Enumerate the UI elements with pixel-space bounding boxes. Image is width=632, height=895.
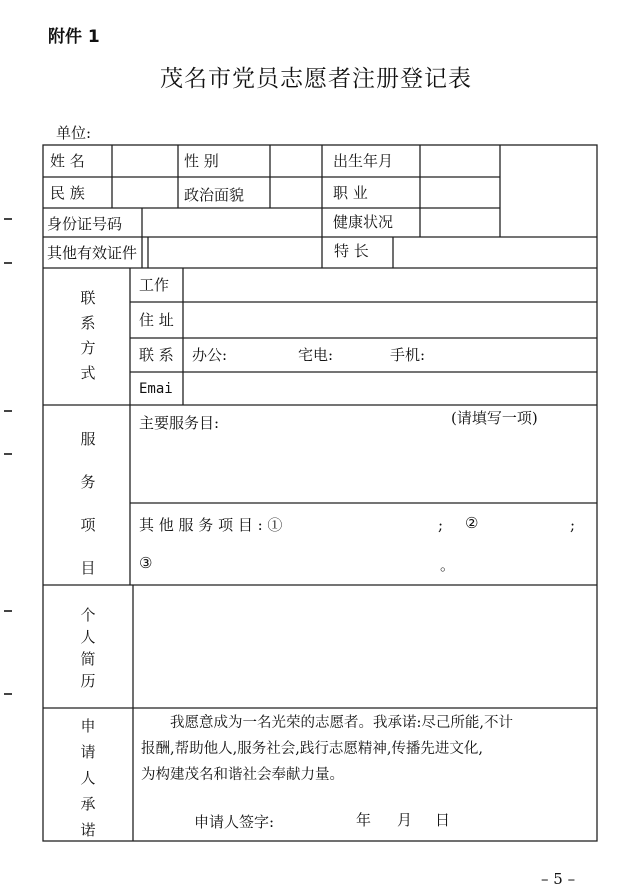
label-occupation: 职 业 [333, 184, 368, 202]
margin-mark [4, 410, 12, 412]
political-status-field[interactable] [271, 178, 321, 207]
label-name: 姓 名 [50, 152, 85, 170]
label-year: 年 [356, 811, 372, 829]
birth-date-field[interactable] [421, 146, 499, 176]
label-mobile: 手机: [390, 346, 426, 364]
closing-period: 。 [440, 556, 456, 574]
label-day: 日 [435, 811, 451, 829]
address-field[interactable] [184, 303, 596, 337]
marker-3: ③ [139, 554, 153, 572]
separator-2: ; [570, 516, 576, 534]
label-signature: 申请人签字: [194, 813, 275, 831]
health-field[interactable] [421, 209, 499, 236]
label-email: Emai [139, 381, 173, 397]
work-field[interactable] [184, 269, 596, 301]
phone-field[interactable] [184, 339, 596, 371]
other-id-field[interactable] [149, 238, 321, 267]
photo-cell[interactable] [501, 146, 596, 236]
label-other-id: 其他有效证件 [47, 244, 138, 262]
gender-field[interactable] [271, 146, 321, 176]
label-main-service: 主要服务目: [139, 414, 220, 432]
label-ethnicity: 民 族 [50, 184, 85, 202]
margin-mark [4, 262, 12, 264]
other-service-field[interactable] [131, 504, 596, 584]
name-field[interactable] [113, 146, 177, 176]
page-number: – 5 – [541, 870, 576, 888]
occupation-field[interactable] [421, 178, 499, 207]
contact-section-label: 联 系 方 式 [80, 289, 96, 382]
pledge-text-line-1: 我愿意成为一名光荣的志愿者。我承诺:尽己所能,不计 [170, 715, 513, 731]
service-section-label: 服 务 项 目 [80, 430, 96, 577]
pledge-text-line-2: 报酬,帮助他人,服务社会,践行志愿精神,传播先进文化, [141, 741, 484, 757]
label-address: 住 址 [139, 311, 174, 329]
attachment-label: 附件 1 [48, 27, 100, 47]
label-health: 健康状况 [333, 213, 394, 231]
label-political-status: 政治面貌 [184, 186, 245, 204]
label-birth-date: 出生年月 [333, 152, 394, 170]
specialty-field[interactable] [394, 238, 596, 267]
label-month: 月 [397, 811, 413, 829]
label-phone: 联 系 [139, 346, 174, 364]
label-home-phone: 宅电: [298, 346, 334, 364]
label-office-phone: 办公: [192, 346, 228, 364]
unit-label: 单位: [56, 124, 92, 142]
email-field[interactable] [184, 373, 596, 404]
form-title: 茂名市党员志愿者注册登记表 [160, 66, 472, 92]
ethnicity-field[interactable] [113, 178, 177, 207]
signature-field[interactable] [280, 808, 350, 834]
margin-mark [4, 693, 12, 695]
resume-section-label: 个 人 简 历 [80, 606, 96, 690]
separator-1: ; [438, 516, 444, 534]
label-gender: 性 别 [184, 152, 219, 170]
label-id-card: 身份证号码 [47, 215, 123, 233]
main-service-field[interactable] [131, 406, 596, 502]
label-specialty: 特 长 [334, 242, 369, 260]
pledge-section-label: 申 请 人 承 诺 [80, 717, 96, 839]
marker-2: ② [465, 514, 479, 532]
id-card-field[interactable] [143, 209, 321, 236]
margin-mark [4, 610, 12, 612]
main-service-note: (请填写一项) [451, 409, 538, 427]
resume-field[interactable] [134, 586, 596, 707]
margin-mark [4, 453, 12, 455]
label-other-service: 其 他 服 务 项 目 : ① [139, 516, 283, 534]
pledge-text-line-3: 为构建茂名和谐社会奉献力量。 [141, 767, 344, 783]
label-work: 工作 [139, 276, 170, 294]
margin-mark [4, 218, 12, 220]
